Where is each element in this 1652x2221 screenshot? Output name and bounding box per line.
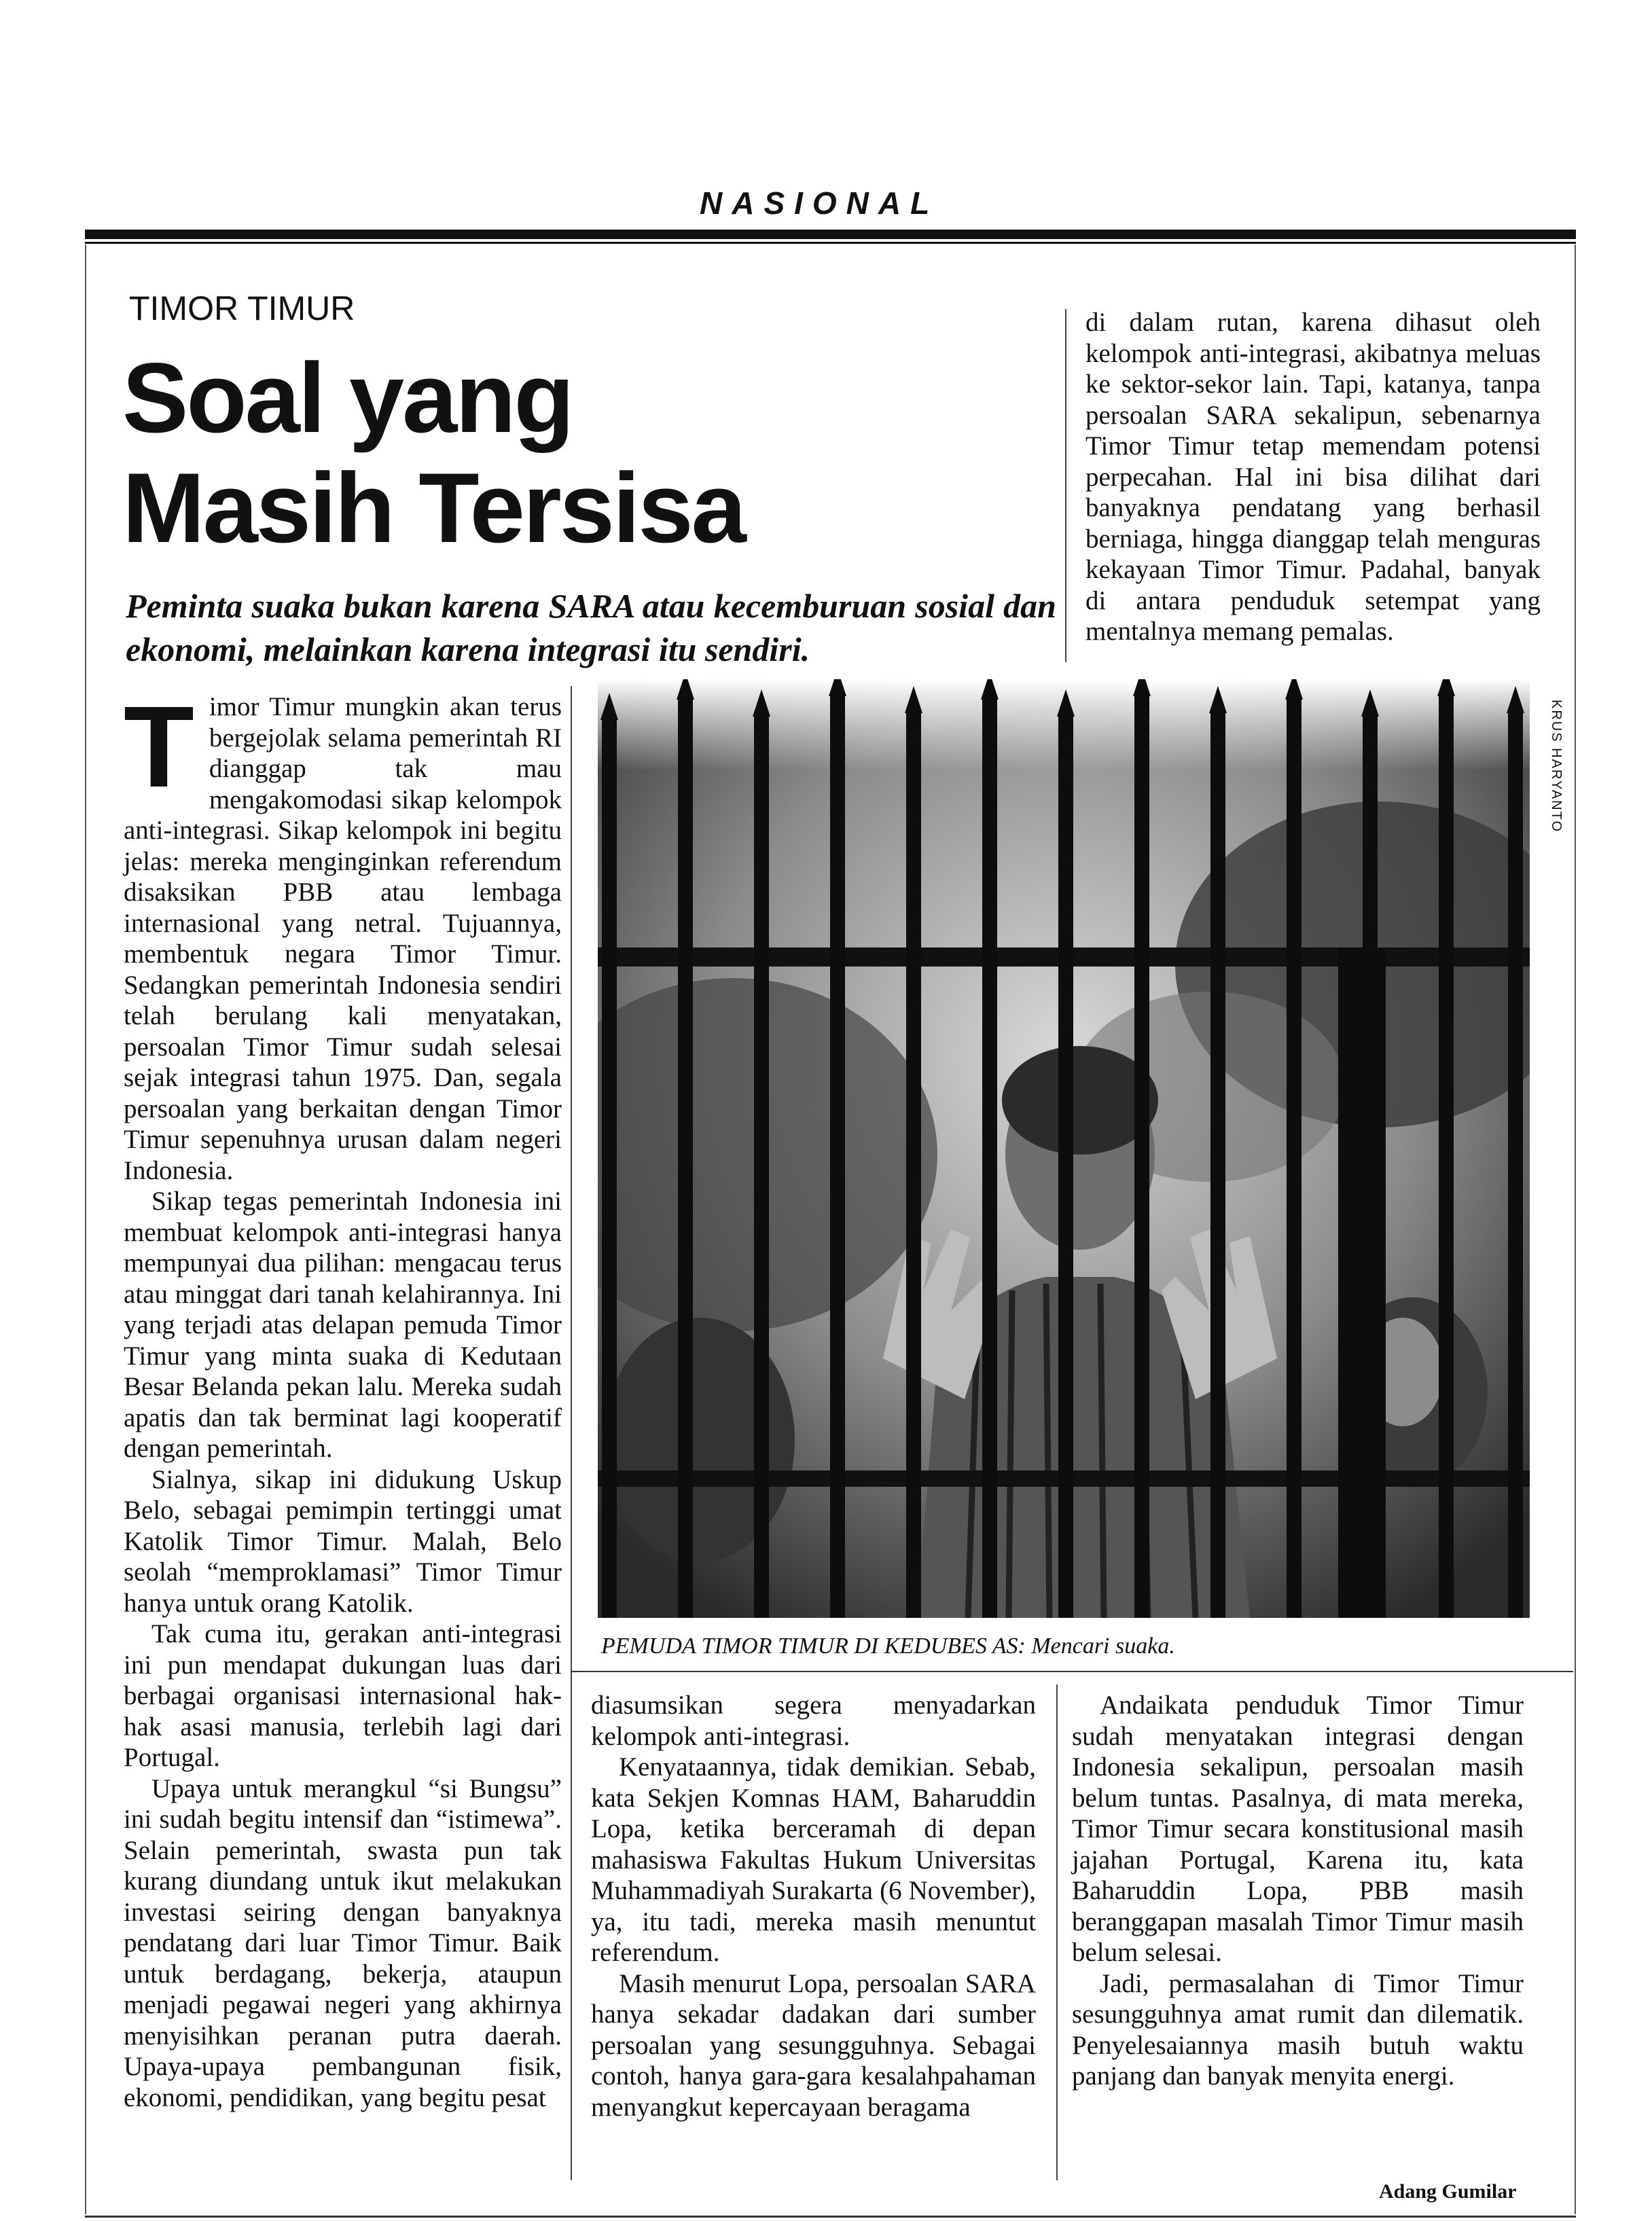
- news-photo: [598, 679, 1530, 1618]
- article-column-1: [124, 683, 562, 2113]
- header-rule-thick: [85, 230, 1576, 239]
- section-title: NASIONAL: [700, 185, 939, 221]
- paragraph: Kenyataannya, tidak demikian. Sebab, kata Sekjen Komnas HAM, Baharuddin Lopa, ketika berceramah di depan mahasiswa Fakultas Hukum Universitas Muhammadiyah Surakarta (6 November), ya, itu tadi, mereka masih menuntut referendum.: [591, 1752, 1036, 1967]
- article-column-2: [591, 1690, 1036, 2123]
- column-rule-top: [1065, 309, 1066, 662]
- article-column-3-bottom: [1072, 1690, 1524, 2092]
- footer-rule: [85, 2216, 1576, 2218]
- drop-cap: T: [124, 683, 194, 812]
- article-column-3-top: [1085, 307, 1541, 647]
- paragraph: Sikap tegas pemerintah Indonesia ini membuat kelompok anti-integrasi hanya mempunyai dua pilihan: mengacau terus atau minggat dari tanah kelahirannya. Ini yang terjadi atas delapan pemuda Timor Timur yang minta suaka di Kedutaan Besar Belanda pekan lalu. Mereka sudah apatis dan tak berminat lagi kooperatif dengan pemerintah.: [124, 1187, 562, 1463]
- headline: [122, 343, 1005, 563]
- header-rule-thin: [85, 242, 1576, 244]
- column-rule-2: [1056, 1684, 1058, 2180]
- deck: Peminta suaka bukan karena SARA atau kecemburuan sosial dan ekonomi, melainkan karena integrasi itu sendiri.: [126, 587, 1056, 668]
- paragraph: Masih menurut Lopa, persoalan SARA hanya sekadar dadakan dari sumber persoalan yang sesungguhnya. Sebagai contoh, hanya gara-gara kesalahpahaman menyangkut kepercayaan beragama: [591, 1968, 1036, 2122]
- paragraph: Timor Timur mungkin akan terus bergejolak selama pemerintah RI dianggap tak mau mengakomodasi sikap kelompok anti-integrasi. Sikap kelompok ini begitu jelas: mereka menginginkan referendum disaksikan PBB atau lembaga internasional yang netral. Tujuannya, membentuk negara Timor Timur. Sedangkan pemerintah Indonesia sendiri telah berulang kali menyatakan, persoalan Timor Timur sudah selesai sejak integrasi tahun 1975. Dan, segala persoalan yang berkaitan dengan Timor Timur sepenuhnya urusan dalam negeri Indonesia.: [124, 683, 562, 1185]
- kicker: TIMOR TIMUR: [129, 289, 355, 327]
- paragraph: Jadi, permasalahan di Timor Timur sesungguhnya amat rumit dan dilematik. Penyelesaiannya masih butuh waktu panjang dan banyak menyita energi.: [1072, 1968, 1524, 2091]
- headline-line-1: Soal yang: [122, 342, 573, 453]
- page-frame-right: [1575, 245, 1576, 2214]
- byline: Adang Gumilar: [1379, 2180, 1517, 2203]
- paragraph: di dalam rutan, karena dihasut oleh kelompok anti-integrasi, akibatnya meluas ke sektor-sekor lain. Tapi, katanya, tanpa persoalan SARA sekalipun, sebenarnya Timor Timur tetap memendam potensi perpecahan. Hal ini bisa dilihat dari banyaknya pendatang yang berhasil berniaga, hingga dianggap telah menguras kekayaan Timor Timur. Padahal, banyak di antara penduduk setempat yang mentalnya memang pemalas.: [1085, 308, 1541, 646]
- column-rule-1: [571, 686, 572, 2180]
- paragraph: Upaya untuk merangkul “si Bungsu” ini sudah begitu intensif dan “istimewa”. Selain pemerintah, swasta pun tak kurang diundang untuk ikut melakukan investasi seiring dengan banyaknya pendatang dari luar Timor Timur. Baik untuk berdagang, bekerja, ataupun menjadi pegawai negeri yang akhirnya menyisihkan peranan putra daerah. Upaya-upaya pembangunan fisik, ekonomi, pendidikan, yang begitu pesat: [124, 1773, 562, 2112]
- photo-credit: KRUS HARYANTO: [1549, 700, 1564, 833]
- paragraph: Sialnya, sikap ini didukung Uskup Belo, sebagai pemimpin tertinggi umat Katolik Timor Timur. Malah, Belo seolah “memproklamasi” Timor Timur hanya untuk orang Katolik.: [124, 1464, 562, 1618]
- paragraph: diasumsikan segera menyadarkan kelompok anti-integrasi.: [591, 1691, 1036, 1751]
- photo-caption: PEMUDA TIMOR TIMUR DI KEDUBES AS: Mencari suaka.: [601, 1633, 1175, 1659]
- caption-rule: [571, 1671, 1573, 1672]
- paragraph: Andaikata penduduk Timor Timur sudah menyatakan integrasi dengan Indonesia sekalipun, persoalan masih belum tuntas. Pasalnya, di mata mereka, Timor Timur secara konstitusional masih jajahan Portugal, Karena itu, kata Baharuddin Lopa, PBB masih beranggapan masalah Timor Timur masih belum selesai.: [1072, 1691, 1524, 1967]
- page-frame-left: [85, 245, 86, 2214]
- paragraph: Tak cuma itu, gerakan anti-integrasi ini pun mendapat dukungan luas dari berbagai organisasi internasional hak-hak asasi manusia, terlebih lagi dari Portugal.: [124, 1619, 562, 1772]
- photo-gate-with-protester: [598, 679, 1530, 1618]
- headline-line-2: Masih Tersisa: [122, 452, 744, 563]
